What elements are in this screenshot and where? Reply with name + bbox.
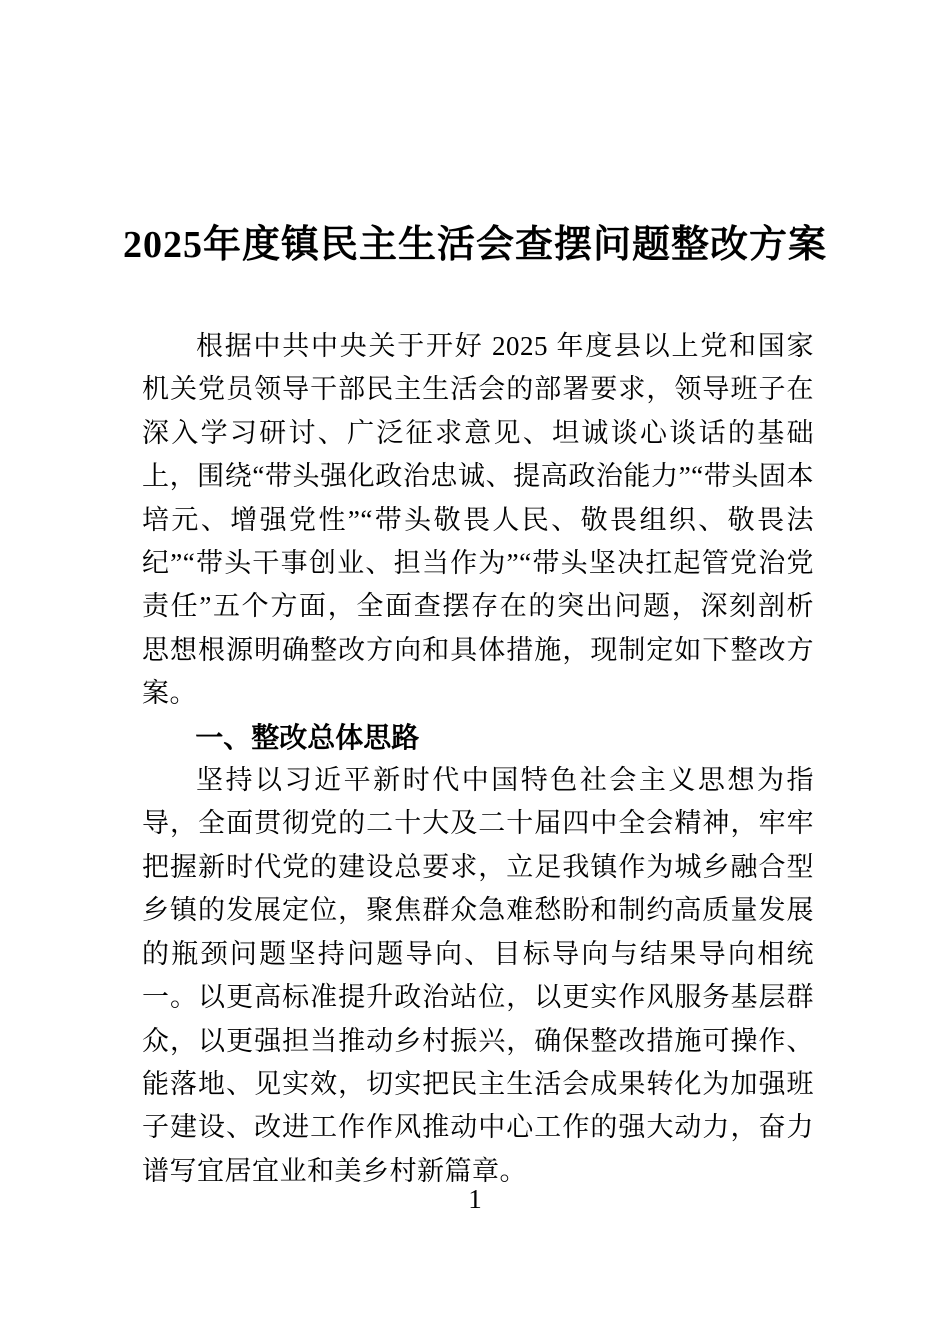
intro-paragraph: 根据中共中央关于开好 2025 年度县以上党和国家机关党员领导干部民主生活会的部署要求，领导班子在深入学习研讨、广泛征求意见、坦诚谈心谈话的基础上，围绕“带头强化政治忠诚、提高政治能力”“带头固本培元、增强党性”“带头敬畏人民、敬畏组织、敬畏法纪”“带头干事创业、担当作为”“带头坚决扛起管党治党责任”五个方面，全面查摆存在的突出问题，深刻剖析思想根源明确整改方向和具体措施，现制定如下整改方案。 — [142, 331, 814, 709]
section-heading-1: 一、整改总体思路 — [195, 721, 420, 753]
document-title: 2025年度镇民主生活会查摆问题整改方案 — [122, 224, 827, 267]
document-body — [142, 325, 814, 1193]
section-1-paragraph: 坚持以习近平新时代中国特色社会主义思想为指导，全面贯彻党的二十大及二十届四中全会精神，牢牢把握新时代党的建设总要求，立足我镇作为城乡融合型乡镇的发展定位，聚焦群众急难愁盼和制约高质量发展的瓶颈问题坚持问题导向、目标导向与结果导向相统一。以更高标准提升政治站位，以更实作风服务基层群众，以更强担当推动乡村振兴，确保整改措施可操作、能落地、见实效，切实把民主生活会成果转化为加强班子建设、改进工作作风推动中心工作的强大动力，奋力谱写宜居宜业和美乡村新篇章。 — [142, 765, 814, 1186]
page-number: 1 — [468, 1184, 482, 1214]
